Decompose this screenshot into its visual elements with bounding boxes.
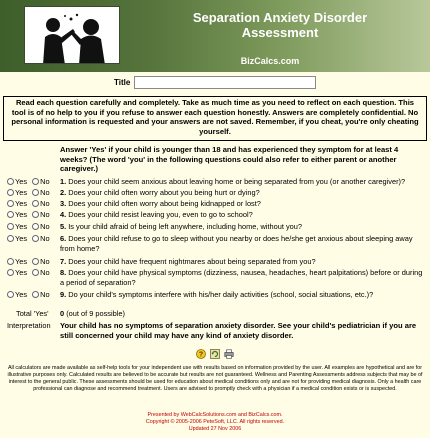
- yes-radio[interactable]: [7, 258, 14, 265]
- yes-label: Yes: [15, 290, 28, 299]
- total-value-row: [60, 309, 125, 318]
- answer-options: [7, 177, 57, 187]
- yes-label: Yes: [15, 234, 28, 243]
- answer-options: [7, 199, 57, 209]
- question-number: 2.: [60, 188, 67, 197]
- no-label: No: [40, 177, 50, 186]
- no-radio[interactable]: [32, 200, 39, 207]
- interpretation-label: Interpretation: [7, 321, 51, 330]
- question-label: Does your child resist leaving you, even to go to school?: [68, 210, 253, 219]
- yes-radio[interactable]: [7, 178, 14, 185]
- site-name: BizCalcs.com: [240, 56, 300, 66]
- yes-radio[interactable]: [7, 269, 14, 276]
- question-text: [60, 177, 426, 187]
- answer-options: [7, 290, 57, 300]
- no-label: No: [40, 199, 50, 208]
- total-value: 0: [60, 309, 65, 318]
- no-radio[interactable]: [32, 291, 39, 298]
- answer-options: [7, 268, 57, 278]
- refresh-icon[interactable]: [210, 349, 220, 359]
- question-number: 9.: [60, 290, 67, 299]
- intro-text: Answer 'Yes' if your child is younger than 18 and has experienced they symptom for at least 4 weeks? (The word 'you' in the following questions could also refer to either parent or another caregiver.): [60, 145, 399, 174]
- yes-radio[interactable]: [7, 235, 14, 242]
- yes-label: Yes: [15, 199, 28, 208]
- help-icon[interactable]: [196, 349, 206, 359]
- question-number: 6.: [60, 234, 67, 243]
- yes-radio[interactable]: [7, 189, 14, 196]
- credits: [0, 412, 430, 433]
- answer-options: [7, 188, 57, 198]
- children-illustration-icon: [24, 6, 120, 64]
- answer-options: [7, 257, 57, 267]
- question-number: 8.: [60, 268, 67, 277]
- credits-copyright: Copyright © 2005-2006 PeteSoft, LLC. All rights reserved.: [145, 419, 285, 425]
- yes-label: Yes: [15, 268, 28, 277]
- credits-updated: Updated 27 Nov 2006: [188, 426, 242, 432]
- title-input[interactable]: [134, 76, 316, 89]
- question-text: [60, 234, 426, 253]
- no-radio[interactable]: [32, 211, 39, 218]
- question-text: [60, 290, 426, 300]
- no-label: No: [40, 234, 50, 243]
- question-label: Does your child seem anxious about leaving home or being separated from you (or another caregiver)?: [68, 177, 406, 186]
- no-radio[interactable]: [32, 178, 39, 185]
- yes-label: Yes: [15, 188, 28, 197]
- yes-radio[interactable]: [7, 200, 14, 207]
- no-label: No: [40, 290, 50, 299]
- interpretation-text: Your child has no symptoms of separation anxiety disorder. See your child's pediatrician if you are still concerned your child may have any kind of anxiety disorder.: [60, 321, 417, 340]
- title-label: Title: [114, 78, 131, 87]
- question-label: Does your child have frequent nightmares about being separated from you?: [68, 257, 316, 266]
- print-icon[interactable]: [224, 349, 234, 359]
- question-text: [60, 257, 426, 267]
- svg-text:?: ?: [198, 351, 204, 359]
- question-label: Does your child refuse to go to sleep without you nearby or does he/she get anxious about sleeping away from home?: [60, 234, 413, 253]
- no-label: No: [40, 268, 50, 277]
- question-label: Does your child have physical symptoms (dizziness, nausea, headaches, heart palpitations) before or during a period of separation?: [60, 268, 423, 287]
- answer-options: [7, 210, 57, 220]
- instructions-box: Read each question carefully and completely. Take as much time as you need to reflect on each question. This tool is of no help to you if you refuse to answer each question honestly. Answers are completely confidential. No personal information is requested and your answers are not saved. Remember, if you cheat, you're only cheating yourself.: [3, 96, 427, 141]
- no-radio[interactable]: [32, 235, 39, 242]
- page-title: [130, 10, 430, 40]
- yes-label: Yes: [15, 177, 28, 186]
- total-label: Total 'Yes': [16, 309, 49, 318]
- no-label: No: [40, 222, 50, 231]
- page-title-line1: Separation Anxiety Disorder: [192, 10, 368, 25]
- yes-radio[interactable]: [7, 211, 14, 218]
- action-icons: [0, 349, 430, 361]
- question-label: Is your child afraid of being left anywhere, including home, without you?: [68, 222, 302, 231]
- title-row: [0, 76, 430, 90]
- yes-radio[interactable]: [7, 291, 14, 298]
- question-text: [60, 188, 426, 198]
- question-text: [60, 199, 426, 209]
- question-number: 5.: [60, 222, 67, 231]
- disclaimer-text: All calculators are made available as self-help tools for your independent use with results based on information provided by the user. All examples are hypothetical and are for illustrative purposes only. Calculated results are believed to be accurate but results are not guaranteed. Wellness and Parenting Assessments address subjects that may be of interest to the general public. These assessments should be used for education about medical conditions only and are not for providing medical diagnosis. Only a health care professional can diagnose and recommend treatment. Users are advised to promptly check with a physician if a medical condition exists or is suspected.: [7, 365, 423, 393]
- question-label: Do your child's symptoms interfere with his/her daily activities (school, social situations, etc.)?: [68, 290, 374, 299]
- no-radio[interactable]: [32, 258, 39, 265]
- yes-label: Yes: [15, 222, 28, 231]
- credits-presented-by: Presented by WebCalcSolutions.com and BizCalcs.com.: [147, 412, 283, 418]
- total-suffix: (out of 9 possible): [66, 309, 125, 318]
- yes-label: Yes: [15, 210, 28, 219]
- no-radio[interactable]: [32, 223, 39, 230]
- question-text: [60, 210, 426, 220]
- no-label: No: [40, 257, 50, 266]
- no-radio[interactable]: [32, 269, 39, 276]
- question-label: Does your child often worry about being kidnapped or lost?: [68, 199, 261, 208]
- no-label: No: [40, 210, 50, 219]
- yes-label: Yes: [15, 257, 28, 266]
- answer-options: [7, 234, 57, 244]
- question-text: [60, 222, 426, 232]
- question-text: [60, 268, 426, 287]
- question-label: Does your child often worry about you being hurt or dying?: [68, 188, 260, 197]
- question-number: 3.: [60, 199, 67, 208]
- header-banner: [0, 0, 430, 72]
- answer-options: [7, 222, 57, 232]
- page-title-line2: Assessment: [241, 25, 319, 40]
- no-radio[interactable]: [32, 189, 39, 196]
- question-number: 1.: [60, 177, 67, 186]
- no-label: No: [40, 188, 50, 197]
- question-number: 4.: [60, 210, 67, 219]
- question-number: 7.: [60, 257, 67, 266]
- yes-radio[interactable]: [7, 223, 14, 230]
